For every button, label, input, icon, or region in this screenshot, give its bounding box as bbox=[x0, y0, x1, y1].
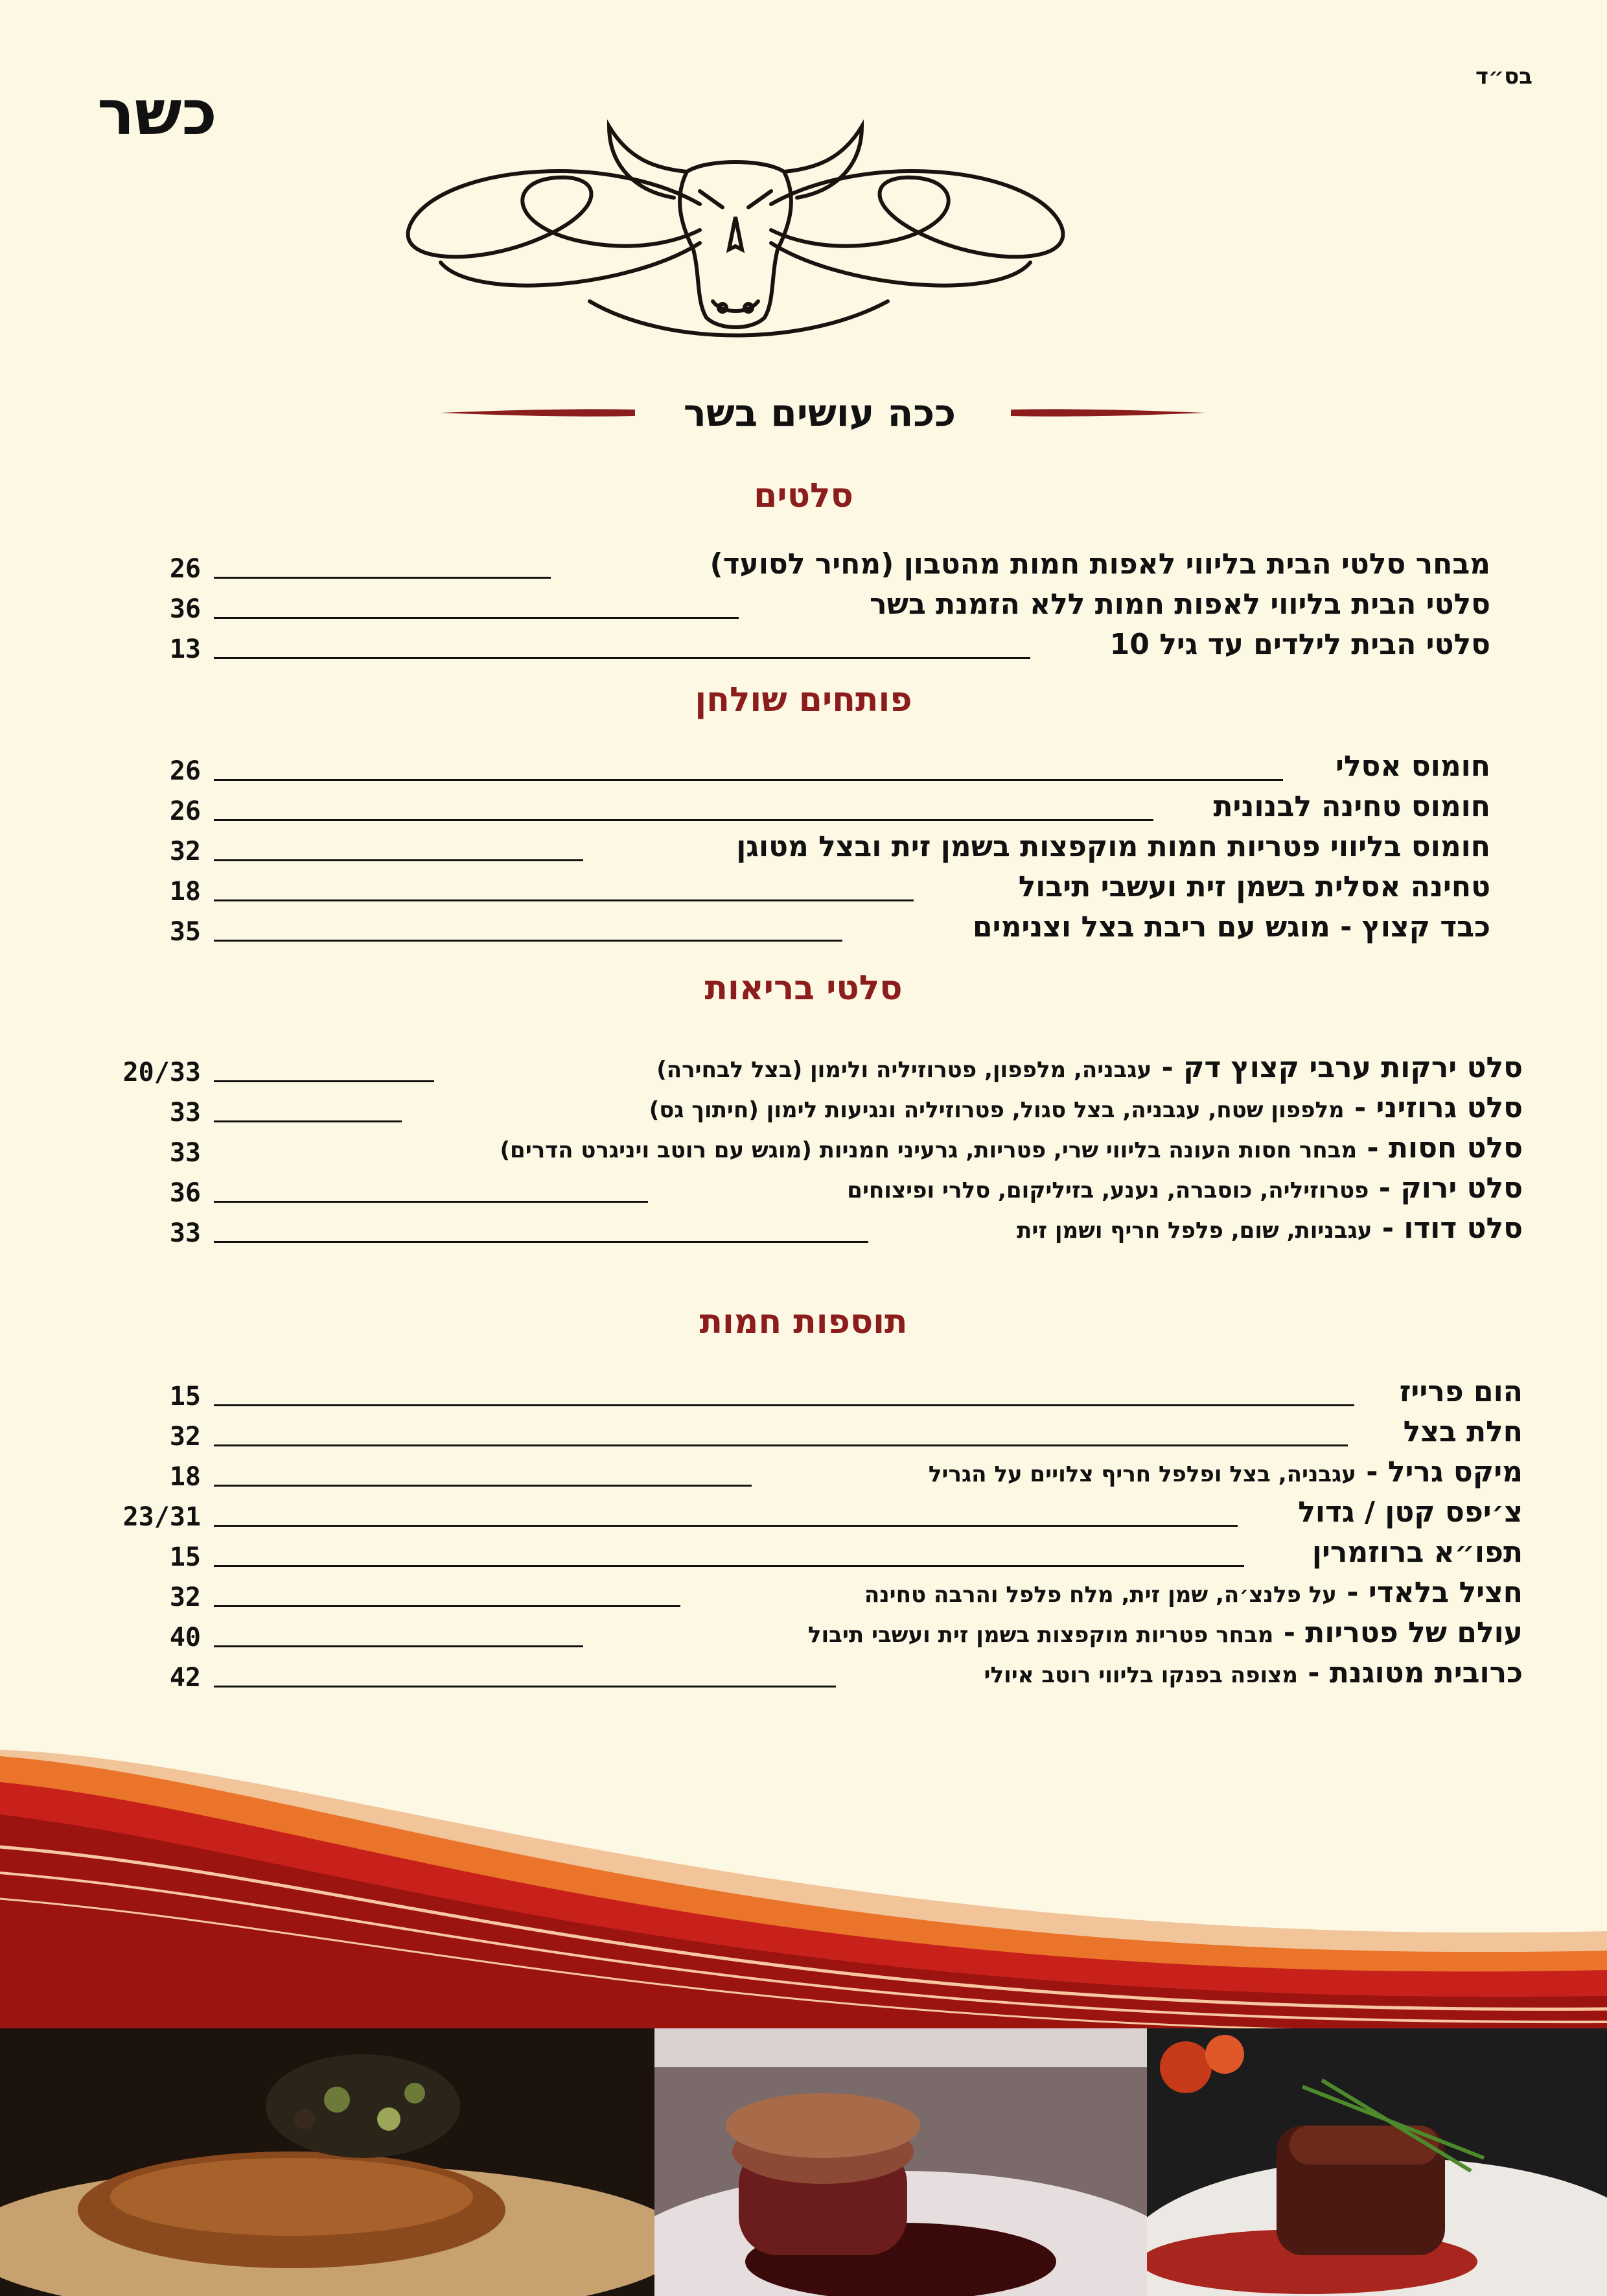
item-price: 26 bbox=[169, 554, 201, 584]
menu-item bbox=[0, 748, 1607, 787]
item-name: מיקס גריל - עגבניה, בצל ופלפל חריף צלויים על הגריל bbox=[928, 1455, 1523, 1489]
item-price: 15 bbox=[169, 1542, 201, 1572]
food-photo-foie-gras-icon bbox=[654, 2028, 1147, 2296]
menu-item bbox=[0, 1050, 1607, 1089]
leader-line bbox=[214, 779, 1283, 781]
left-swoosh-icon bbox=[441, 408, 635, 417]
food-photo-steak-icon bbox=[1147, 2028, 1607, 2296]
menu-item bbox=[0, 1090, 1607, 1129]
menu-item bbox=[0, 546, 1607, 585]
leader-line bbox=[214, 1080, 434, 1082]
item-name: כבד קצוץ - מוגש עם ריבת בצל וצנימים bbox=[972, 910, 1490, 944]
item-name: עולם של פטריות - מבחר פטריות מוקפצות בשמן זית ועשבי תיבול bbox=[807, 1616, 1523, 1649]
menu-item bbox=[0, 1414, 1607, 1453]
food-photo-chicken-icon bbox=[0, 2028, 654, 2296]
item-name: סלטי הבית לילדים עד גיל 10 bbox=[1109, 628, 1490, 661]
item-name: סלט חסות - מבחר חסות העונה בליווי שרי, פטריות, גרעיני חמניות (מוגש עם רוטב ויניגרט הדרים) bbox=[500, 1131, 1523, 1165]
leader-line bbox=[214, 1404, 1354, 1406]
item-name: טחינה אסלית בשמן זית ועשבי תיבול bbox=[1018, 870, 1490, 903]
leader-line bbox=[214, 577, 551, 579]
item-name: סלט ירקות ערבי קצוץ דק - עגבניה, מלפפון, פטרוזיליה ולימון (בצל לבחירה) bbox=[656, 1051, 1523, 1084]
item-price: 36 bbox=[169, 594, 201, 624]
item-name: הום פרייז bbox=[1399, 1375, 1523, 1408]
item-name: תפו״א ברוזמרין bbox=[1312, 1536, 1523, 1569]
section-title-hot-sides: תוספות חמות bbox=[699, 1303, 908, 1341]
menu-item bbox=[0, 789, 1607, 828]
leader-line bbox=[214, 1605, 680, 1607]
leader-line bbox=[214, 1645, 583, 1647]
bull-head-icon bbox=[395, 94, 1076, 379]
item-name: חומוס טחינה לבנונית bbox=[1213, 790, 1490, 823]
menu-item bbox=[0, 1211, 1607, 1249]
leader-line bbox=[214, 819, 1153, 821]
item-name: סלט דודו - עגבניות, שום, פלפל חריף ושמן זית bbox=[1017, 1212, 1523, 1245]
item-price: 32 bbox=[169, 837, 201, 866]
item-price: 13 bbox=[169, 634, 201, 664]
menu-item bbox=[0, 1615, 1607, 1654]
item-price: 23/31 bbox=[122, 1502, 201, 1532]
menu-item bbox=[0, 627, 1607, 666]
section-title-openers: פותחים שולחן bbox=[695, 680, 912, 719]
menu-item bbox=[0, 1535, 1607, 1573]
slogan-text: ככה עושים בשר bbox=[683, 391, 956, 435]
section-title-salads: סלטים bbox=[754, 476, 853, 515]
leader-line bbox=[214, 1565, 1244, 1567]
slogan-banner bbox=[0, 384, 1607, 442]
menu-item bbox=[0, 1374, 1607, 1413]
item-price: 26 bbox=[169, 796, 201, 826]
menu-item bbox=[0, 586, 1607, 625]
item-price: 18 bbox=[169, 1462, 201, 1492]
menu-item bbox=[0, 1494, 1607, 1533]
item-price: 36 bbox=[169, 1178, 201, 1208]
item-name: סלט ירוק - פטרוזיליה, כוסברה, נענע, בזיליקום, סלרי ופיצוחים bbox=[847, 1172, 1523, 1205]
item-price: 18 bbox=[169, 877, 201, 907]
kosher-label: כשר bbox=[97, 76, 217, 149]
item-price: 20/33 bbox=[122, 1058, 201, 1087]
menu-item bbox=[0, 1575, 1607, 1614]
menu-item bbox=[0, 1130, 1607, 1169]
item-name: מבחר סלטי הבית בליווי לאפות חמות מהטבון (מחיר לסועד) bbox=[710, 548, 1490, 581]
leader-line bbox=[214, 1201, 648, 1203]
item-name: כרובית מטוגנת - מצופה בפנקו בליווי רוטב איולי bbox=[984, 1656, 1523, 1689]
item-price: 42 bbox=[169, 1663, 201, 1693]
item-price: 40 bbox=[169, 1623, 201, 1652]
item-price: 35 bbox=[169, 917, 201, 947]
item-price: 32 bbox=[169, 1583, 201, 1612]
menu-item bbox=[0, 909, 1607, 948]
menu-item bbox=[0, 1170, 1607, 1209]
bsd-mark: בס״ד bbox=[1475, 64, 1532, 89]
red-wave-decoration bbox=[0, 1737, 1607, 2048]
menu-item bbox=[0, 1454, 1607, 1493]
item-price: 26 bbox=[169, 756, 201, 786]
menu-item bbox=[0, 829, 1607, 868]
leader-line bbox=[214, 617, 739, 619]
leader-line bbox=[214, 1525, 1238, 1527]
item-name: חומוס אסלי bbox=[1335, 750, 1490, 783]
leader-line bbox=[214, 1444, 1348, 1446]
item-price: 32 bbox=[169, 1422, 201, 1452]
leader-line bbox=[214, 940, 842, 942]
item-name: חומוס בליווי פטריות חמות מוקפצות בשמן זית ובצל מטוגן bbox=[736, 830, 1490, 863]
item-name: חציל בלאדי - על פלנצ׳ה, שמן זית, מלח פלפל והרבה טחינה bbox=[864, 1576, 1523, 1609]
item-price: 33 bbox=[169, 1138, 201, 1168]
item-price: 33 bbox=[169, 1098, 201, 1128]
item-price: 15 bbox=[169, 1382, 201, 1411]
leader-line bbox=[214, 1686, 836, 1687]
menu-item bbox=[0, 869, 1607, 908]
item-name: צ׳יפס קטן / גדול bbox=[1298, 1496, 1523, 1529]
leader-line bbox=[214, 657, 1030, 659]
item-name: חלת בצל bbox=[1403, 1415, 1523, 1448]
item-name: סלטי הבית בליווי לאפות חמות ללא הזמנת בשר bbox=[870, 588, 1490, 621]
leader-line bbox=[214, 1241, 868, 1243]
leader-line bbox=[214, 899, 914, 901]
item-price: 33 bbox=[169, 1218, 201, 1248]
right-swoosh-icon bbox=[1011, 408, 1205, 417]
menu-item bbox=[0, 1655, 1607, 1694]
item-name: סלט גרוזיני - מלפפון שטח, עגבניה, בצל סגול, פטרוזיליה ונגיעות לימון (חיתוך גס) bbox=[649, 1091, 1523, 1124]
leader-line bbox=[214, 1120, 402, 1122]
section-title-health-salads: סלטי בריאות bbox=[704, 969, 903, 1008]
leader-line bbox=[214, 859, 583, 861]
leader-line bbox=[214, 1485, 752, 1487]
